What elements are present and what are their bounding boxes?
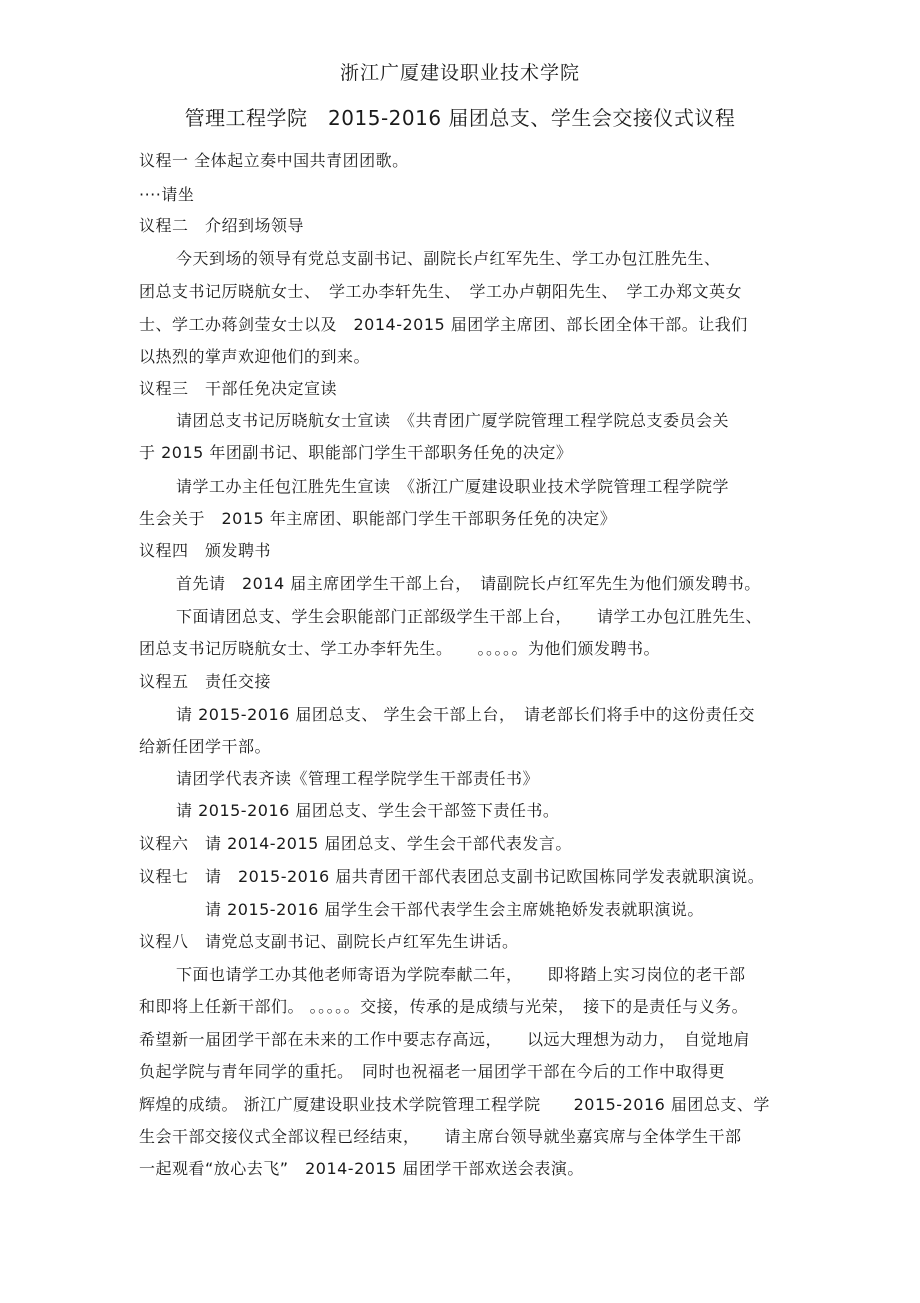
school-title: 浙江广厦建设职业技术学院 xyxy=(339,62,580,84)
agenda-item-3-heading: 议程三 干部任免决定宣读 xyxy=(139,379,338,398)
paragraph-line: 今天到场的领导有党总支副书记、副院长卢红军先生、学工办包江胜先生、 xyxy=(176,249,721,268)
paragraph-line: 于 2015 年团副书记、职能部门学生干部职务任免的决定》 xyxy=(139,443,573,462)
paragraph-line: 生会关于 2015 年主席团、职能部门学生干部职务任免的决定》 xyxy=(139,509,617,528)
document-title: 管理工程学院 2015-2016 届团总支、学生会交接仪式议程 xyxy=(184,106,736,130)
paragraph-line: 和即将上任新干部们。 。。。。。交接，传承的是成绩与光荣， 接下的是责任与义务。 xyxy=(139,997,749,1016)
paragraph-line: 下面也请学工办其他老师寄语为学院奉献二年， 即将踏上实习岗位的老干部 xyxy=(176,965,746,984)
paragraph-line: 请 2015-2016 届学生会干部代表学生会主席姚艳娇发表就职演说。 xyxy=(205,900,704,919)
paragraph-line: 请 2015-2016 届团总支、学生会干部签下责任书。 xyxy=(176,801,560,820)
paragraph-line: 请团总支书记厉晓航女士宣读 《共青团广厦学院管理工程学院总支委员会关 xyxy=(176,411,730,430)
agenda-item-5-heading: 议程五 责任交接 xyxy=(139,672,272,691)
agenda-item-4-heading: 议程四 颁发聘书 xyxy=(139,541,272,560)
paragraph-line: 请学工办主任包江胜先生宣读 《浙江广厦建设职业技术学院管理工程学院学 xyxy=(176,477,730,496)
paragraph-line: 以热烈的掌声欢迎他们的到来。 xyxy=(139,347,371,366)
paragraph-line: 士、学工办蒋剑莹女士以及 2014-2015 届团学主席团、部长团全体干部。让我们 xyxy=(139,315,748,334)
agenda-item-8: 议程八 请党总支副书记、副院长卢红军先生讲话。 xyxy=(139,932,519,951)
paragraph-line: 下面请团总支、学生会职能部门正部级学生干部上台， 请学工办包江胜先生、 xyxy=(176,607,763,626)
paragraph-line: 辉煌的成绩。 浙江广厦建设职业技术学院管理工程学院 2015-2016 届团总支、学 xyxy=(139,1095,770,1114)
paragraph-line: 团总支书记厉晓航女士、学工办李轩先生。 。。。。。为他们颁发聘书。 xyxy=(139,639,661,658)
paragraph-line: 一起观看“放心去飞” 2014-2015 届团学干部欢送会表演。 xyxy=(139,1159,584,1178)
paragraph-line: 请 2015-2016 届团总支、 学生会干部上台， 请老部长们将手中的这份责任交 xyxy=(176,705,755,724)
paragraph-line: 请团学代表齐读《管理工程学院学生干部责任书》 xyxy=(176,769,540,788)
paragraph-line: 给新任团学干部。 xyxy=(139,737,272,756)
paragraph-line: 首先请 2014 届主席团学生干部上台， 请副院长卢红军先生为他们颁发聘书。 xyxy=(176,574,761,593)
agenda-item-1: 议程一 全体起立奏中国共青团团歌。 xyxy=(139,151,409,170)
agenda-item-7: 议程七 请 2015-2016 届共青团干部代表团总支副书记欧国栋同学发表就职演说。 xyxy=(139,867,765,886)
paragraph-line: 生会干部交接仪式全部议程已经结束， 请主席台领导就坐嘉宾席与全体学生干部 xyxy=(139,1127,742,1146)
agenda-note: ····请坐 xyxy=(139,185,195,204)
paragraph-line: 团总支书记厉晓航女士、 学工办李轩先生、 学工办卢朝阳先生、 学工办郑文英女 xyxy=(139,282,743,301)
agenda-item-2-heading: 议程二 介绍到场领导 xyxy=(139,216,305,235)
agenda-item-6: 议程六 请 2014-2015 届团总支、学生会干部代表发言。 xyxy=(139,834,572,853)
paragraph-line: 负起学院与青年同学的重托。 同时也祝福老一届团学干部在今后的工作中取得更 xyxy=(139,1062,726,1081)
paragraph-line: 希望新一届团学干部在未来的工作中要志存高远， 以远大理想为动力， 自觉地肩 xyxy=(139,1030,751,1049)
